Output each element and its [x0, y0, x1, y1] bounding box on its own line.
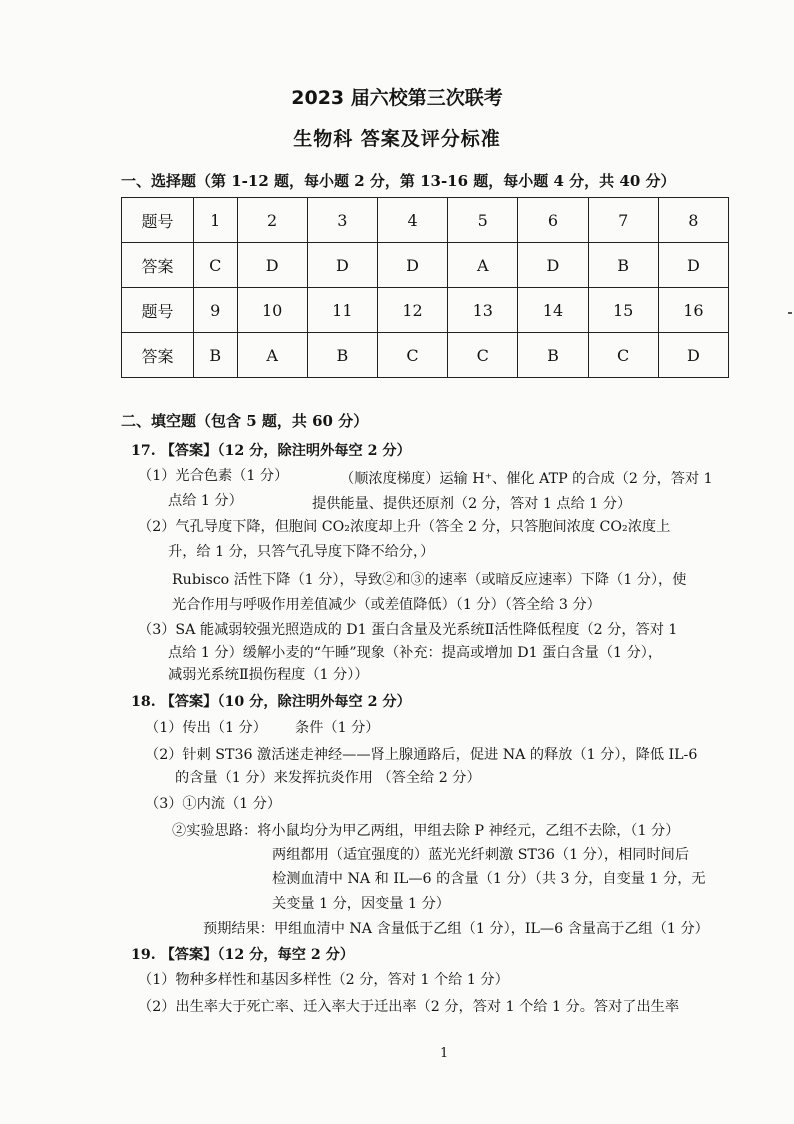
- answer-table-cell: 9: [194, 288, 238, 333]
- q18-2-a: （2）针刺 ST36 激活迷走神经——肾上腺通路后，促进 NA 的释放（1 分），降低 IL-6: [145, 747, 698, 763]
- q17-2-b: 升，给 1 分，只答气孔导度下降不给分，）: [168, 544, 435, 560]
- q18-1-b: 条件（1 分）: [295, 720, 380, 736]
- answer-table-row-label: 答案: [122, 333, 194, 378]
- answer-table-cell: B: [588, 243, 658, 288]
- answer-table-row: [122, 288, 729, 333]
- answer-table: [121, 197, 729, 378]
- answer-table-cell: 16: [658, 288, 728, 333]
- exam-title: 2023 届六校第三次联考: [291, 87, 503, 109]
- answer-table-cell: 4: [377, 198, 447, 243]
- answer-table-cell: 2: [237, 198, 307, 243]
- answer-table-cell: D: [518, 243, 588, 288]
- answer-table-row: [122, 243, 729, 288]
- q19-header: 19. 【答案】（12 分，每空 2 分）: [131, 947, 355, 963]
- q17-3-c: 减弱光系统Ⅱ损伤程度（1 分））: [168, 667, 369, 683]
- answer-table-cell: B: [307, 333, 377, 378]
- q19-1: （1）物种多样性和基因多样性（2 分，答对 1 个给 1 分）: [138, 972, 509, 988]
- q17-2-d: 光合作用与呼吸作用差值减少（或差值降低）（1 分）（答全给 3 分）: [172, 597, 601, 613]
- q17-1-c: 点给 1 分）: [168, 493, 243, 509]
- q18-2-b: 的含量（1 分）来发挥抗炎作用 （答全给 2 分）: [175, 770, 481, 786]
- answer-table-cell: D: [377, 243, 447, 288]
- q18-3-d: 检测血清中 NA 和 IL—6 的含量（1 分）（共 3 分，自变量 1 分，无: [272, 871, 706, 887]
- answer-table-cell: 14: [518, 288, 588, 333]
- page-number: 1: [440, 1046, 449, 1061]
- answer-table-cell: A: [237, 333, 307, 378]
- q18-3-c: 两组都用（适宜强度的）蓝光光纤刺激 ST36（1 分），相同时间后: [272, 847, 690, 863]
- answer-table-cell: C: [194, 243, 238, 288]
- q17-2-a: （2）气孔导度下降，但胞间 CO₂浓度却上升（答全 2 分，只答胞间浓度 CO₂浓度上: [138, 519, 671, 535]
- q19-2: （2）出生率大于死亡率、迁入率大于迁出率（2 分，答对 1 个给 1 分。答对了出生率: [138, 999, 680, 1015]
- q18-3-f: 预期结果：甲组血清中 NA 含量低于乙组（1 分），IL—6 含量高于乙组（1 分）: [203, 921, 709, 937]
- q18-3-a: （3）①内流（1 分）: [145, 796, 282, 812]
- q17-3-a: （3）SA 能减弱较强光照造成的 D1 蛋白含量及光系统Ⅱ活性降低程度（2 分，答对 1: [138, 622, 678, 638]
- answer-table-cell: D: [307, 243, 377, 288]
- q17-1-b: （顺浓度梯度）运输 H⁺、催化 ATP 的合成（2 分，答对 1: [340, 471, 713, 487]
- q17-1-d: 提供能量、提供还原剂（2 分，答对 1 点给 1 分）: [312, 496, 632, 512]
- section-2-heading: 二、填空题（包含 5 题，共 60 分）: [121, 412, 369, 430]
- answer-table-cell: 15: [588, 288, 658, 333]
- answer-table-cell: B: [194, 333, 238, 378]
- answer-table-cell: 1: [194, 198, 238, 243]
- q17-3-b: 点给 1 分）缓解小麦的“午睡”现象（补充：提高或增加 D1 蛋白含量（1 分），: [168, 645, 663, 661]
- answer-table-row: [122, 333, 729, 378]
- exam-subtitle: 生物科 答案及评分标准: [293, 128, 501, 150]
- answer-table-row: [122, 198, 729, 243]
- q17-header: 17. 【答案】（12 分，除注明外每空 2 分）: [131, 443, 411, 459]
- answer-table-cell: C: [377, 333, 447, 378]
- answer-table-cell: C: [588, 333, 658, 378]
- q17-1-a: （1）光合色素（1 分）: [138, 468, 289, 484]
- answer-table-cell: 5: [448, 198, 518, 243]
- answer-table-row-label: 答案: [122, 243, 194, 288]
- answer-table-cell: A: [448, 243, 518, 288]
- scan-edge-mark: [788, 312, 792, 314]
- q17-2-c: Rubisco 活性下降（1 分），导致②和③的速率（或暗反应速率）下降（1 分），使: [172, 572, 687, 588]
- answer-table-row-label: 题号: [122, 288, 194, 333]
- answer-table-cell: 6: [518, 198, 588, 243]
- answer-table-cell: D: [658, 333, 728, 378]
- q18-3-b: ②实验思路：将小鼠均分为甲乙两组，甲组去除 P 神经元，乙组不去除，（1 分）: [172, 823, 680, 839]
- answer-table-cell: D: [237, 243, 307, 288]
- answer-table-cell: B: [518, 333, 588, 378]
- answer-table-cell: 13: [448, 288, 518, 333]
- answer-table-cell: 10: [237, 288, 307, 333]
- answer-table-row-label: 题号: [122, 198, 194, 243]
- answer-table-cell: C: [448, 333, 518, 378]
- q18-1-a: （1）传出（1 分）: [145, 720, 267, 736]
- answer-table-cell: 12: [377, 288, 447, 333]
- section-1-heading: 一、选择题（第 1-12 题，每小题 2 分，第 13-16 题，每小题 4 分，共 40 分）: [121, 172, 676, 190]
- answer-table-cell: 7: [588, 198, 658, 243]
- q18-3-e: 关变量 1 分，因变量 1 分）: [272, 896, 450, 912]
- answer-table-cell: D: [658, 243, 728, 288]
- answer-table-cell: 11: [307, 288, 377, 333]
- answer-table-cell: 3: [307, 198, 377, 243]
- answer-table-cell: 8: [658, 198, 728, 243]
- q18-header: 18. 【答案】（10 分，除注明外每空 2 分）: [131, 694, 411, 710]
